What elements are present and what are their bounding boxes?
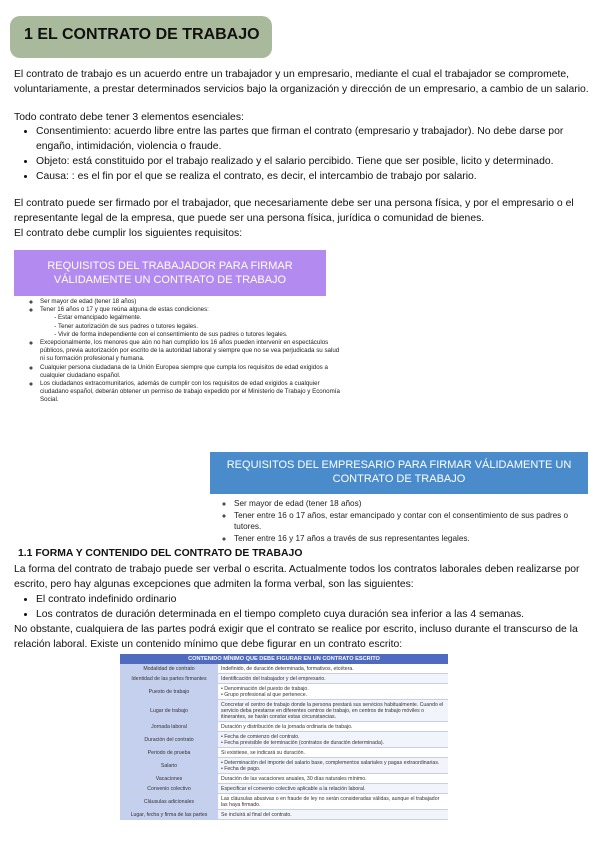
- table-cell-label: Identidad de las partes firmantes: [120, 674, 218, 684]
- exceptions-list: [0, 592, 590, 622]
- table-cell-value: Si existiese, se indicará su duración.: [218, 748, 448, 758]
- table-cell-label: Puesto de trabajo: [120, 684, 218, 700]
- table-row: [120, 664, 448, 674]
- list-item: ◦ Ser mayor de edad (tener 18 años): [234, 498, 582, 510]
- employer-requirements-box: [210, 452, 588, 544]
- table-row: [120, 722, 448, 732]
- table-cell-label: Lugar de trabajo: [120, 700, 218, 722]
- table-cell-label: Jornada laboral: [120, 722, 218, 732]
- list-item: ◦ Cualquier persona ciudadana de la Unión Europea siempre que cumpla los requisitos de edad exigidos a cualquier ciudadano español.: [40, 364, 340, 380]
- worker-requirements-list: [24, 298, 340, 405]
- table-row: [120, 732, 448, 748]
- table-row: [120, 758, 448, 774]
- content-paragraph: No obstante, cualquiera de las partes podrá exigir que el contrato se realice por escrito, incluso durante el transcurso de la relación laboral. Existe un contenido mínimo que debe figurar en un contrato escrito:: [14, 624, 578, 650]
- table-cell-label: Cláusulas adicionales: [120, 794, 218, 810]
- table-cell-label: Vacaciones: [120, 774, 218, 784]
- list-item: • El contrato indefinido ordinario: [36, 592, 590, 607]
- sub-list: [40, 314, 340, 339]
- employer-requirements-heading: REQUISITOS DEL EMPRESARIO PARA FIRMAR VÁLIDAMENTE UN CONTRATO DE TRABAJO: [210, 452, 588, 494]
- table-cell-value: Se incluirá al final del contrato.: [218, 810, 448, 820]
- table-cell-value: Duración de las vacaciones anuales, 30 días naturales mínimo.: [218, 774, 448, 784]
- table-row: [120, 674, 448, 684]
- page-title: 1 EL CONTRATO DE TRABAJO: [24, 26, 260, 43]
- sub-list-item: - Estar emancipado legalmente.: [58, 314, 340, 322]
- intro-paragraph: El contrato de trabajo es un acuerdo entre un trabajador y un empresario, mediante el cual el trabajador se compromete, voluntariamente, a prestar determinados servicios bajo la organización y dirección de un empresario, a cambio de un salario.: [14, 69, 589, 95]
- elements-list-wrap: [0, 124, 590, 184]
- list-item: [40, 306, 340, 339]
- table-cell-label: Lugar, fecha y firma de las partes: [120, 810, 218, 820]
- table-row: [120, 784, 448, 794]
- minimum-content-table: [120, 654, 448, 820]
- list-item: ◦ Los ciudadanos extracomunitarios, además de cumplir con los requisitos de edad exigidos a cualquier ciudadano español, deberán obtener un permiso de trabajo expedido por el Ministerio de Trabajo y Economía Social.: [40, 380, 340, 405]
- elements-intro: Todo contrato debe tener 3 elementos esenciales:: [14, 112, 244, 123]
- table-cell-value: Duración y distribución de la jornada ordinaria de trabajo.: [218, 722, 448, 732]
- worker-requirements-box: [14, 250, 344, 455]
- table-cell-value: Las cláusulas abusivas o en fraude de ley no serán consideradas válidas, aunque el trabajador las haya firmado.: [218, 794, 448, 810]
- requirements-intro: El contrato debe cumplir los siguientes requisitos:: [14, 228, 243, 239]
- employer-requirements-list: [210, 498, 582, 544]
- table-cell-label: Convenio colectivo: [120, 784, 218, 794]
- table-row: [120, 748, 448, 758]
- list-item-text: Tener 16 años o 17 y que reúna alguna de estas condiciones:: [40, 306, 209, 314]
- form-paragraph: La forma del contrato de trabajo puede ser verbal o escrita. Actualmente todos los contratos laborales deben realizarse por escrito, pero hay algunas excepciones que admiten la forma verbal, son las siguientes:: [14, 564, 580, 590]
- table-cell-value: Indefinido, de duración determinada, formativos, etcétera.: [218, 664, 448, 674]
- worker-requirements-heading: REQUISITOS DEL TRABAJADOR PARA FIRMAR VÁLIDAMENTE UN CONTRATO DE TRABAJO: [14, 250, 326, 296]
- sub-list-item: - Tener autorización de sus padres o tutores legales.: [58, 323, 340, 331]
- table-row: [120, 794, 448, 810]
- list-item: ◦ Tener entre 16 y 17 años a través de sus representantes legales.: [234, 533, 582, 545]
- table-cell-value: • Fecha de comienzo del contrato. • Fecha previsible de terminación (contratos de duración determinada).: [218, 732, 448, 748]
- table-cell-label: Duración del contrato: [120, 732, 218, 748]
- table-cell-value: • Denominación del puesto de trabajo. • Grupo profesional al que pertenece.: [218, 684, 448, 700]
- table-cell-value: Identificación del trabajador y del empresario.: [218, 674, 448, 684]
- elements-list: [0, 124, 590, 184]
- table-body: [120, 664, 448, 820]
- list-item: • Objeto: está constituido por el trabajo realizado y el salario percibido. Tiene que ser posible, licito y determinado.: [36, 154, 590, 169]
- list-item: • Los contratos de duración determinada en el tiempo completo cuya duración sea inferior a las 4 semanas.: [36, 607, 590, 622]
- table-row: [120, 774, 448, 784]
- list-item: • Consentimiento: acuerdo libre entre las partes que firman el contrato (empresario y trabajador). No debe darse por engaño, intimidación, violencia o fraude.: [36, 124, 590, 154]
- table-cell-label: Salario: [120, 758, 218, 774]
- table-cell-label: Periodo de prueba: [120, 748, 218, 758]
- table-cell-value: Especificar el convenio colectivo aplicable a la relación laboral.: [218, 784, 448, 794]
- list-item: ◦ Excepcionalmente, los menores que aún no han cumplido los 16 años pueden intervenir en espectáculos públicos, previa autorización por escrito de la autoridad laboral y siempre que no se vea perjudicada su salud ni su formación profesional y humana.: [40, 339, 340, 364]
- table-row: [120, 700, 448, 722]
- list-item: • Causa: : es el fin por el que se realiza el contrato, es decir, el intercambio de trabajo por salario.: [36, 169, 590, 184]
- signers-paragraph: El contrato puede ser firmado por el trabajador, que necesariamente debe ser una persona física, y por el empresario o el representante legal de la empresa, que puede ser una persona física, jurídica o comunidad de bienes.: [14, 198, 574, 224]
- exceptions-list-wrap: [0, 592, 590, 622]
- table-cell-label: Modalidad de contrato: [120, 664, 218, 674]
- section-heading: 1.1 FORMA Y CONTENIDO DEL CONTRATO DE TRABAJO: [18, 548, 303, 559]
- table-row: [120, 810, 448, 820]
- table-row: [120, 684, 448, 700]
- sub-list-item: - Vivir de forma independiente con el consentimiento de sus padres o tutores legales.: [58, 331, 340, 339]
- list-item: ◦ Ser mayor de edad (tener 18 años): [40, 298, 340, 306]
- list-item: ◦ Tener entre 16 o 17 años, estar emancipado y contar con el consentimiento de sus padres o tutores.: [234, 510, 582, 533]
- table-cell-value: Concretar el centro de trabajo donde la persona prestará sus servicios habitualmente. Cuando el servicio deba prestarse en diferentes centros de trabajo, en centros de trabajo móviles o itinerantes, se harán constar estas circunstancias.: [218, 700, 448, 722]
- table-cell-value: • Determinación del importe del salario base, complementos salariales y pagas extraordinarias. • Fecha de pago.: [218, 758, 448, 774]
- table-caption: CONTENIDO MÍNIMO QUE DEBE FIGURAR EN UN CONTRATO ESCRITO: [120, 654, 448, 664]
